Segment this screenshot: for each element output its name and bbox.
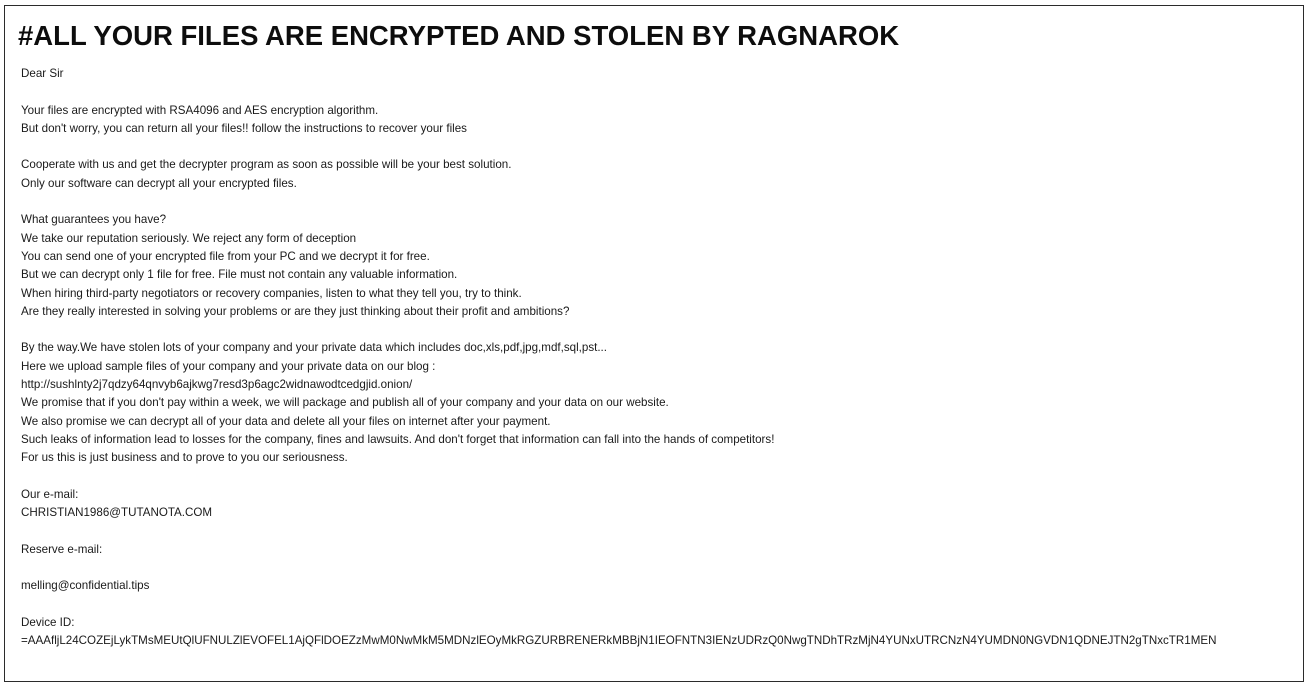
ransom-note-title: #ALL YOUR FILES ARE ENCRYPTED AND STOLEN BY RAGNAROK [18,20,900,51]
ransom-note-window [4,5,1304,682]
spacer [21,596,1304,614]
device-id-value: =AAAfljL24COZEjLykTMsMEUtQlUFNULZlEVOFEL1AjQFlDOEZzMwM0NwMkM5MDNzlEOyMkRGZURBRENERkMBBjN1IEOFNTN3IENzUDRzQ0NwgTNDhTRzMjN4YUNxUTRCNzN4YUMDN0NGVDN1QDNEJTN2gTNxcTR1MEN [21,634,1217,648]
spacer [21,468,1304,486]
text-line: Cooperate with us and get the decrypter program as soon as possible will be your best solution. [21,158,512,172]
text-line: By the way.We have stolen lots of your company and your private data which includes doc,xls,pdf,jpg,mdf,sql,pst... [21,341,607,355]
text-line: Only our software can decrypt all your encrypted files. [21,176,297,190]
text-line: We take our reputation seriously. We reject any form of deception [21,231,357,245]
spacer [21,83,1304,101]
onion-url: http://sushlnty2j7qdzy64qnvyb6ajkwg7resd3p6agc2widnawodtcedgjid.onion/ [21,378,413,392]
email-label: Our e-mail: [21,487,79,501]
text-line: But we can decrypt only 1 file for free. File must not contain any valuable information. [21,268,458,282]
device-id-label: Device ID: [21,615,75,629]
text-line: Here we upload sample files of your company and your private data on our blog : [21,359,436,373]
text-line: When hiring third-party negotiators or recovery companies, listen to what they tell you, try to think. [21,286,522,300]
text-line: You can send one of your encrypted file from your PC and we decrypt it for free. [21,249,430,263]
text-line: We promise that if you don't pay within a week, we will package and publish all of your company and your data on our website. [21,396,669,410]
reserve-email-label: Reserve e-mail: [21,542,103,556]
ransom-note-body [21,65,1304,651]
text-line: What guarantees you have? [21,213,167,227]
spacer [21,321,1304,339]
contact-email: CHRISTIAN1986@TUTANOTA.COM [21,506,213,520]
text-line: Such leaks of information lead to losses for the company, fines and lawsuits. And don't forget that information can fall into the hands of competitors! [21,432,775,446]
greeting-line: Dear Sir [21,67,64,80]
spacer [21,193,1304,211]
text-line: Are they really interested in solving your problems or are they just thinking about their profit and ambitions? [21,304,570,318]
spacer [21,559,1304,577]
text-line: But don't worry, you can return all your files!! follow the instructions to recover your files [21,121,467,135]
text-line: We also promise we can decrypt all of your data and delete all your files on internet after your payment. [21,414,551,428]
reserve-email: melling@confidential.tips [21,579,150,593]
spacer [21,522,1304,540]
spacer [21,138,1304,156]
text-line: Your files are encrypted with RSA4096 and AES encryption algorithm. [21,103,379,117]
text-line: For us this is just business and to prove to you our seriousness. [21,451,348,465]
